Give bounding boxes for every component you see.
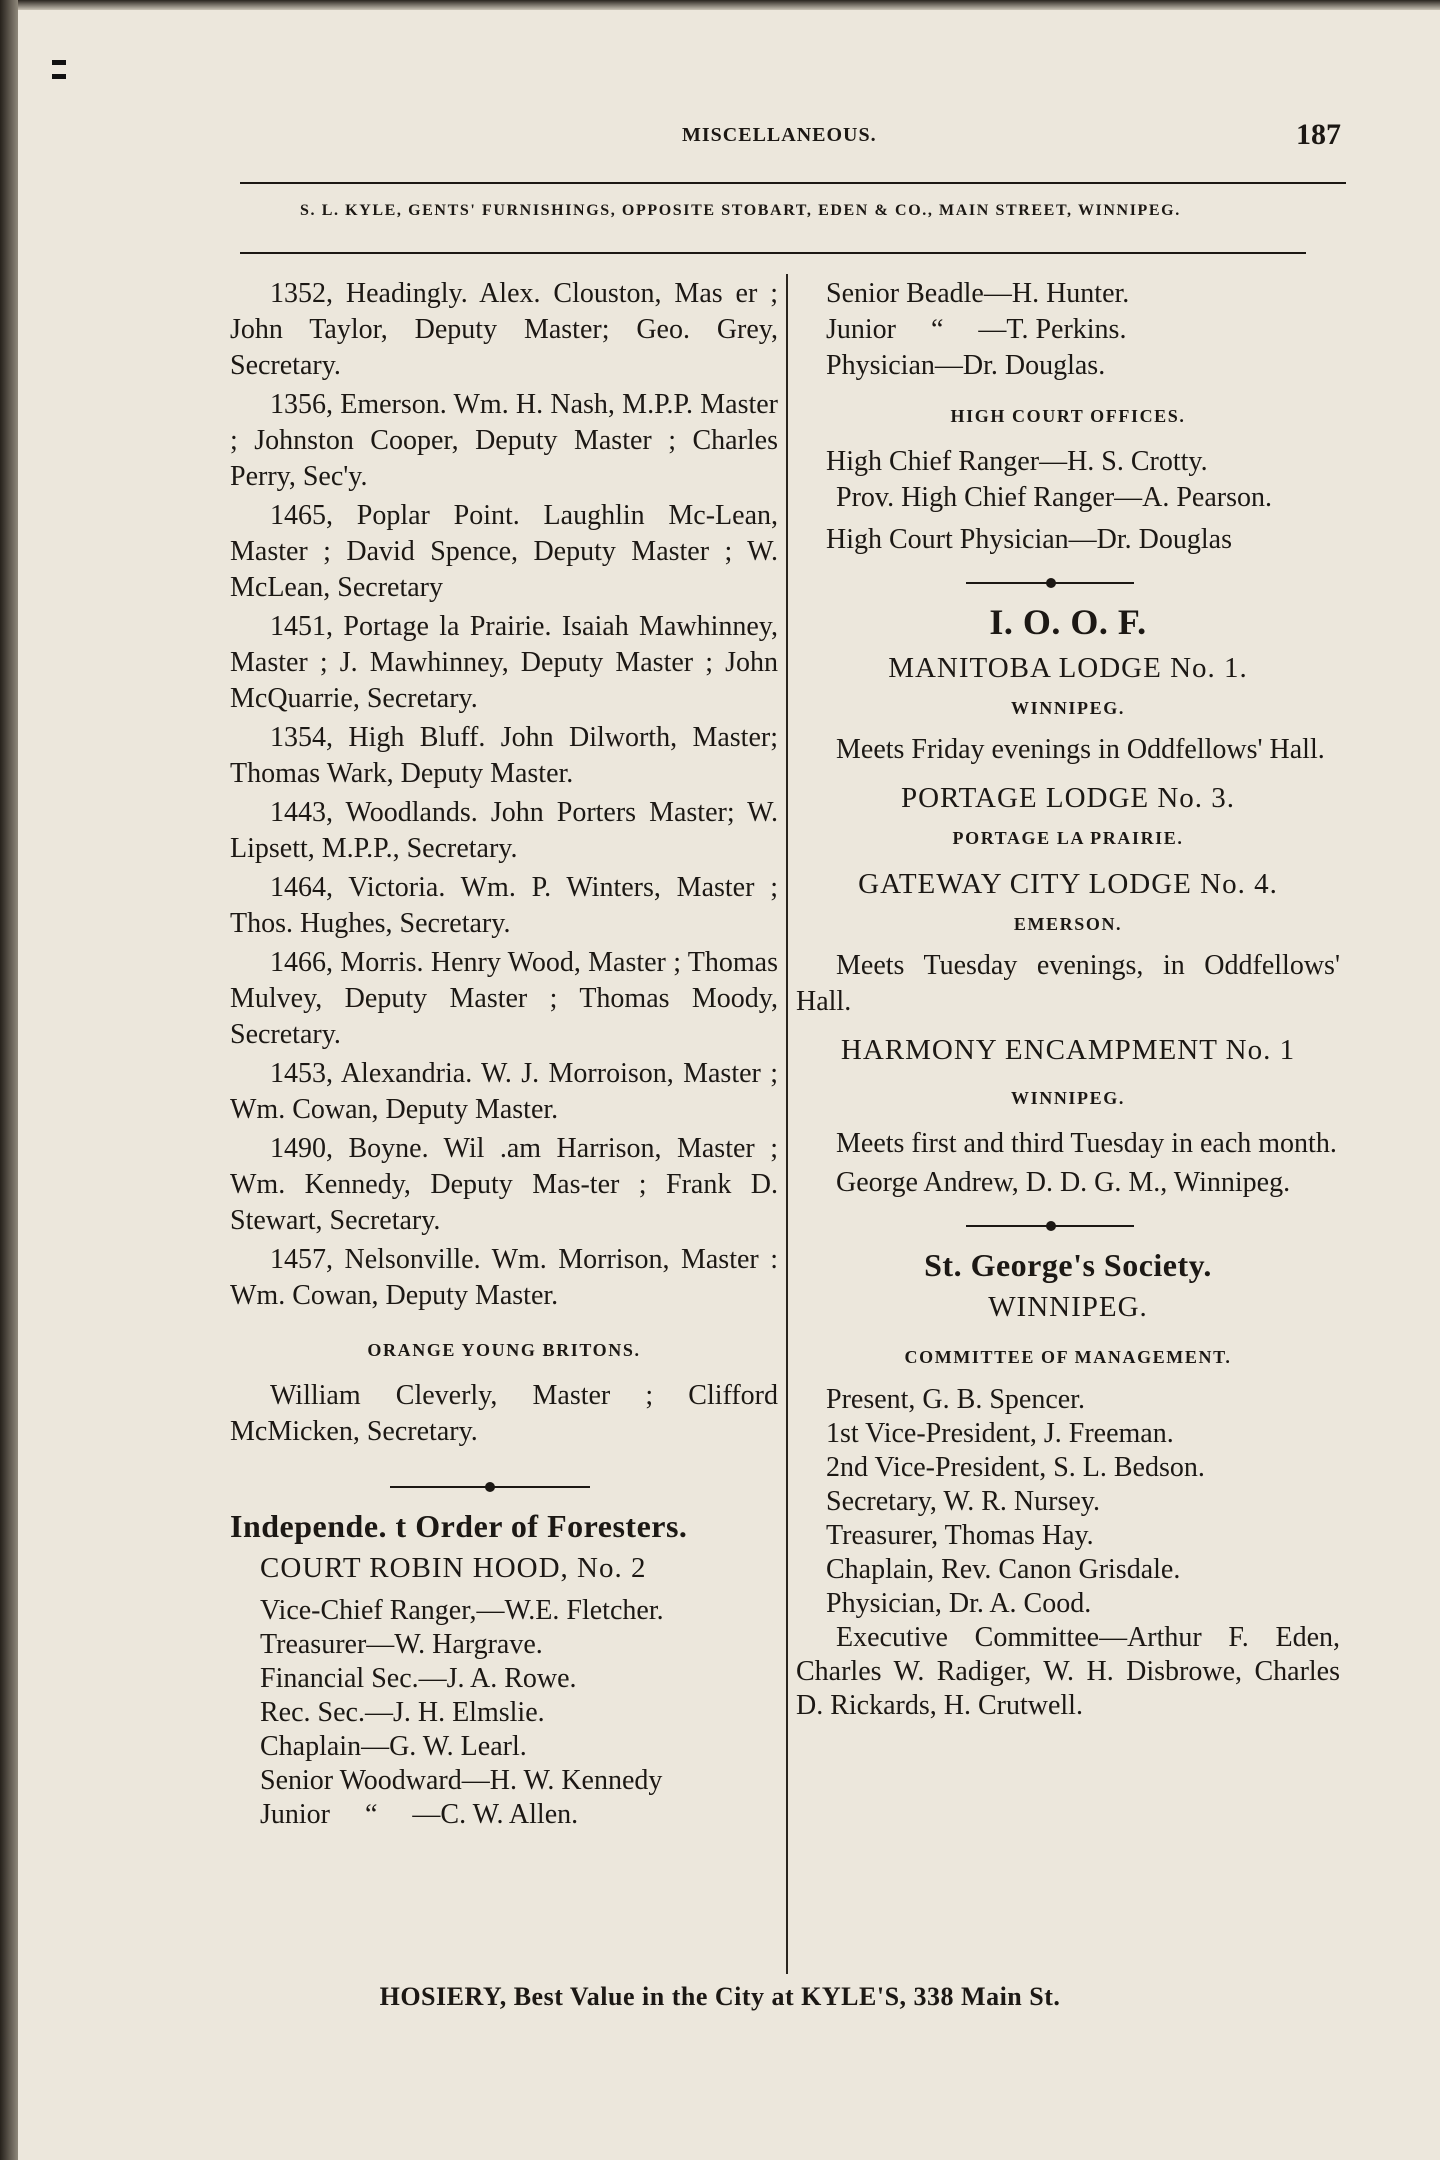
lodge-place: WINNIPEG. — [1011, 698, 1125, 718]
committee-member: 1st Vice-President, J. Freeman. — [826, 1418, 1174, 1449]
section-heading-orange-young-britons: ORANGE YOUNG BRITONS. — [367, 1340, 641, 1360]
committee-member: 2nd Vice-President, S. L. Bedson. — [826, 1452, 1205, 1483]
lodge-meeting: Meets Friday evenings in Oddfellows' Hall. — [836, 734, 1325, 765]
lodge-entry: 1356, Emerson. Wm. H. Nash, M.P.P. Master ; Johnston Cooper, Deputy Master ; Charles Perry, Sec'y. — [230, 389, 778, 492]
oyb-officers: William Cleverly, Master ; Clifford McMicken, Secretary. — [230, 1380, 778, 1447]
court-officer: Financial Sec.—J. A. Rowe. — [260, 1663, 577, 1694]
header-rule — [240, 182, 1346, 184]
officer-line: High Court Physician—Dr. Douglas — [826, 524, 1232, 555]
committee-list — [796, 1383, 1340, 1621]
section-heading-committee: COMMITTEE OF MANAGEMENT. — [904, 1347, 1232, 1367]
committee-member: Secretary, W. R. Nursey. — [826, 1486, 1100, 1517]
lodge-entry: 1466, Morris. Henry Wood, Master ; Thomas Mulvey, Deputy Master ; Thomas Moody, Secretary. — [230, 947, 778, 1050]
lodge-ddgm: George Andrew, D. D. G. M., Winnipeg. — [836, 1167, 1291, 1198]
court-officers-continued — [796, 276, 1340, 384]
lodge-entry: 1464, Victoria. Wm. P. Winters, Master ; Thos. Hughes, Secretary. — [230, 872, 778, 939]
page-left-edge — [0, 0, 18, 2160]
court-officer: Junior “ —C. W. Allen. — [260, 1799, 579, 1830]
page-number: 187 — [1296, 118, 1341, 151]
section-ornament — [796, 1215, 1340, 1237]
high-court-officers — [796, 444, 1340, 480]
officer-line: Physician—Dr. Douglas. — [826, 350, 1106, 381]
page-top-edge — [0, 0, 1440, 10]
court-officers — [230, 1594, 778, 1832]
header-rule-lower — [240, 252, 1306, 254]
lodge-entry: 1465, Poplar Point. Laughlin Mc-Lean, Master ; David Spence, Deputy Master ; W. McLean, Secretary — [230, 500, 778, 603]
left-column — [230, 276, 778, 1832]
committee-member: Physician, Dr. A. Cood. — [826, 1588, 1092, 1619]
officer-line: Senior Beadle—H. Hunter. — [826, 278, 1130, 309]
lodge-meeting: Meets first and third Tuesday in each month. — [836, 1128, 1337, 1159]
lodge-meeting: Meets Tuesday evenings, in Oddfellows' Hall. — [796, 950, 1340, 1017]
lodge-place: PORTAGE LA PRAIRIE. — [952, 828, 1184, 848]
lodge-title: HARMONY ENCAMPMENT No. 1 — [840, 1034, 1296, 1066]
lodge-place: WINNIPEG. — [1011, 1088, 1125, 1108]
lodge-title: MANITOBA LODGE No. 1. — [888, 652, 1248, 684]
section-heading-ioof: I. O. O. F. — [989, 602, 1147, 642]
officer-line: Junior “ —T. Perkins. — [826, 314, 1127, 345]
lodge-place: EMERSON. — [1013, 914, 1123, 934]
section-ornament — [796, 572, 1340, 594]
lodge-entry: 1490, Boyne. Wil .am Harrison, Master ; Wm. Kennedy, Deputy Mas-ter ; Frank D. Stewart, Secretary. — [230, 1133, 778, 1236]
running-header-title: MISCELLANEOUS. — [682, 124, 877, 146]
court-officer: Treasurer—W. Hargrave. — [260, 1629, 543, 1660]
footer-advertisement: HOSIERY, Best Value in the City at KYLE'S, 338 Main St. — [379, 1982, 1061, 2011]
section-ornament — [230, 1476, 778, 1498]
committee-member: Treasurer, Thomas Hay. — [826, 1520, 1094, 1551]
section-heading-st-georges: St. George's Society. — [924, 1247, 1212, 1283]
court-officer: Chaplain—G. W. Learl. — [260, 1731, 527, 1762]
society-place: WINNIPEG. — [988, 1291, 1148, 1323]
lodge-entry: 1352, Headingly. Alex. Clouston, Mas er ; John Taylor, Deputy Master; Geo. Grey, Secretary. — [230, 278, 778, 381]
section-heading-high-court: HIGH COURT OFFICES. — [950, 406, 1186, 426]
officer-line: High Chief Ranger—H. S. Crotty. — [826, 446, 1208, 477]
lodge-title: GATEWAY CITY LODGE No. 4. — [858, 868, 1278, 900]
lodge-title: PORTAGE LODGE No. 3. — [900, 782, 1236, 814]
executive-committee: Executive Committee—Arthur F. Eden, Charles W. Radiger, W. H. Disbrowe, Charles D. Rickards, H. Crutwell. — [796, 1622, 1340, 1721]
right-column — [796, 276, 1340, 1726]
court-officer: Vice-Chief Ranger,—W.E. Fletcher. — [260, 1595, 664, 1626]
lodge-entry: 1354, High Bluff. John Dilworth, Master; Thomas Wark, Deputy Master. — [230, 722, 778, 789]
high-court-officers-cont — [796, 522, 1340, 558]
column-divider — [786, 274, 788, 1974]
court-officer: Senior Woodward—H. W. Kennedy — [260, 1765, 663, 1796]
lodge-entry: 1457, Nelsonville. Wm. Morrison, Master : Wm. Cowan, Deputy Master. — [230, 1244, 778, 1311]
lodge-entry: 1453, Alexandria. W. J. Morroison, Master ; Wm. Cowan, Deputy Master. — [230, 1058, 778, 1125]
committee-member: Chaplain, Rev. Canon Grisdale. — [826, 1554, 1181, 1585]
running-advertisement: S. L. KYLE, GENTS' FURNISHINGS, OPPOSITE STOBART, EDEN & CO., MAIN STREET, WINNIPEG. — [300, 202, 1181, 219]
court-title: COURT ROBIN HOOD, No. 2 — [260, 1552, 647, 1584]
lodge-entry: 1443, Woodlands. John Porters Master; W. Lipsett, M.P.P., Secretary. — [230, 797, 778, 864]
committee-member: Present, G. B. Spencer. — [826, 1384, 1085, 1415]
section-heading-foresters: Independe. t Order of Foresters. — [230, 1508, 688, 1544]
officer-line: Prov. High Chief Ranger—A. Pearson. — [836, 482, 1273, 513]
lodge-entry: 1451, Portage la Prairie. Isaiah Mawhinney, Master ; J. Mawhinney, Deputy Master ; John McQuarrie, Secretary. — [230, 611, 778, 714]
court-officer: Rec. Sec.—J. H. Elmslie. — [260, 1697, 545, 1728]
binding-mark — [52, 60, 66, 65]
binding-mark — [52, 74, 66, 79]
